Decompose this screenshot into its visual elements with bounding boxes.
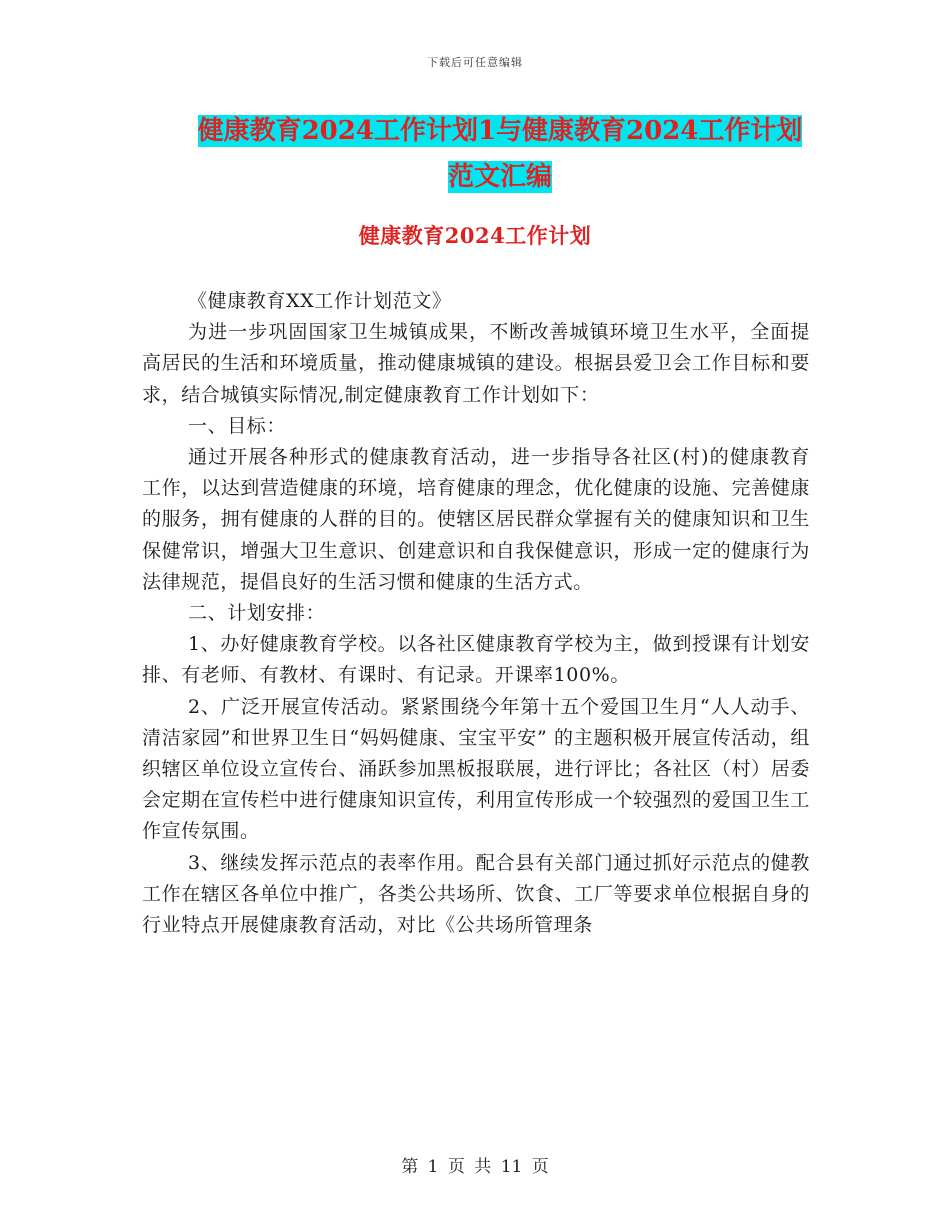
paragraph: 二、计划安排： (188, 602, 326, 625)
document-title (150, 108, 850, 200)
page-footer: 第 1 页 共 11 页 (401, 1157, 549, 1177)
paragraph: 一、目标： (188, 414, 287, 437)
paragraph: 2、广泛开展宣传活动。紧紧围绕今年第十五个爱国卫生月“人人动手、清洁家园”和世界卫生日“妈妈健康、宝宝平安” 的主题积极开展宣传活动，组织辖区单位设立宣传台、涌跃参加黑板报联展，进行评比；各社区（村）居委会定期在宣传栏中进行健康知识宣传，利用宣传形成一个较强烈的爱国卫生工作宣传氛围。 (142, 695, 810, 843)
paragraph: 为进一步巩固国家卫生城镇成果，不断改善城镇环境卫生水平，全面提高居民的生活和环境质量，推动健康城镇的建设。根据县爱卫会工作目标和要求，结合城镇实际情况,制定健康教育工作计划如下： (142, 321, 810, 406)
document-title-line-1: 健康教育2024工作计划1与健康教育2024工作计划 (197, 116, 803, 146)
paragraph: 《健康教育XX工作计划范文》 (188, 290, 452, 312)
section-title: 健康教育2024工作计划 (358, 223, 592, 248)
page-header-note: 下载后可任意编辑 (427, 56, 523, 69)
document-body (142, 286, 810, 941)
document-title-line-2: 范文汇编 (447, 162, 552, 192)
paragraph: 通过开展各种形式的健康教育活动，进一步指导各社区(村)的健康教育工作，以达到营造健康的环境，培育健康的理念，优化健康的设施、完善健康的服务，拥有健康的人群的目的。使辖区居民群众掌握有关的健康知识和卫生保健常识，增强大卫生意识、创建意识和自我保健意识，形成一定的健康行为法律规范，提倡良好的生活习惯和健康的生活方式。 (142, 446, 810, 593)
paragraph: 1、办好健康教育学校。以各社区健康教育学校为主，做到授课有计划安排、有老师、有教材、有课时、有记录。开课率100%。 (142, 633, 810, 687)
paragraph: 3、继续发挥示范点的表率作用。配合县有关部门通过抓好示范点的健教工作在辖区各单位中推广，各类公共场所、饮食、工厂等要求单位根据自身的行业特点开展健康教育活动，对比《公共场所管理条 (142, 851, 810, 937)
